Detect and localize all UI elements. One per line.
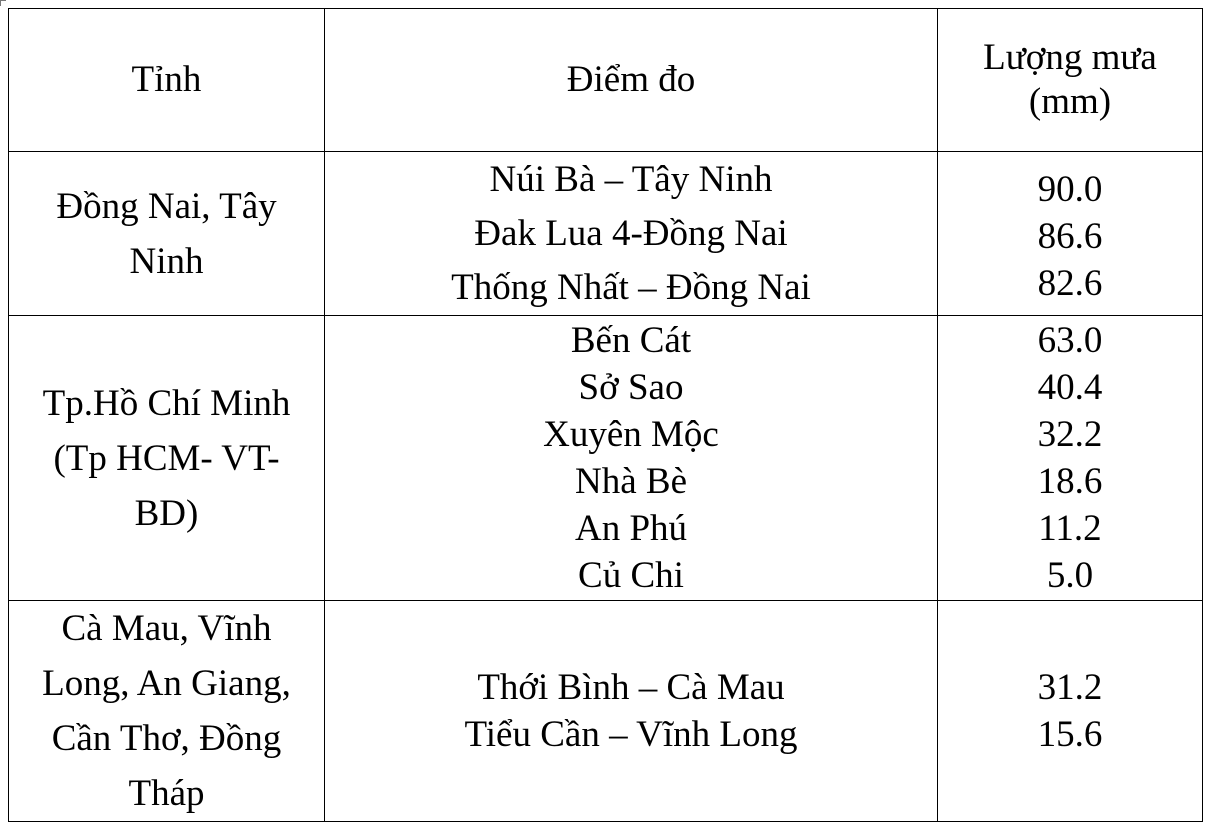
province-line: Cần Thơ, Đồng bbox=[51, 718, 282, 759]
table-row bbox=[9, 316, 1203, 601]
station-name: Sở Sao bbox=[578, 367, 684, 408]
station-cell bbox=[325, 601, 938, 822]
header-rainfall-unit: (mm) bbox=[1028, 81, 1112, 122]
rainfall-value: 86.6 bbox=[1037, 216, 1103, 257]
rainfall-value: 15.6 bbox=[1037, 714, 1103, 755]
province-line: (Tp HCM- VT- bbox=[53, 437, 280, 479]
province-cell bbox=[9, 152, 325, 316]
rainfall-value: 82.6 bbox=[1037, 263, 1103, 304]
header-province bbox=[9, 9, 325, 152]
rainfall-value: 18.6 bbox=[1037, 461, 1103, 502]
province-cell bbox=[9, 601, 325, 822]
rainfall-table bbox=[8, 8, 1203, 822]
station-name: Tiểu Cần – Vĩnh Long bbox=[464, 714, 798, 755]
rainfall-value: 32.2 bbox=[1037, 414, 1103, 455]
province-line: BD) bbox=[134, 492, 199, 534]
header-station-label: Điểm đo bbox=[566, 59, 696, 100]
table-row bbox=[9, 152, 1203, 316]
header-rainfall bbox=[938, 9, 1203, 152]
province-line: Tp.Hồ Chí Minh bbox=[42, 382, 291, 424]
station-name: Thới Bình – Cà Mau bbox=[477, 667, 785, 708]
rainfall-cell bbox=[938, 316, 1203, 601]
rainfall-value: 63.0 bbox=[1037, 320, 1103, 361]
station-name: Củ Chi bbox=[578, 555, 684, 596]
province-line: Đồng Nai, Tây bbox=[56, 185, 277, 227]
header-province-label: Tỉnh bbox=[131, 59, 202, 100]
rainfall-value: 40.4 bbox=[1037, 367, 1103, 408]
station-name: An Phú bbox=[574, 508, 688, 549]
rainfall-value: 11.2 bbox=[1038, 508, 1102, 549]
station-name: Thống Nhất – Đồng Nai bbox=[451, 266, 811, 308]
station-name: Xuyên Mộc bbox=[543, 414, 719, 455]
header-row bbox=[9, 9, 1203, 152]
province-line: Long, An Giang, bbox=[42, 663, 291, 704]
rainfall-value: 90.0 bbox=[1037, 169, 1103, 210]
rainfall-cell bbox=[938, 152, 1203, 316]
station-cell bbox=[325, 152, 938, 316]
header-station bbox=[325, 9, 938, 152]
rainfall-value: 5.0 bbox=[1046, 555, 1094, 596]
station-name: Núi Bà – Tây Ninh bbox=[489, 158, 773, 200]
corner-mark bbox=[0, 0, 6, 6]
table-row bbox=[9, 601, 1203, 822]
station-name: Nhà Bè bbox=[575, 461, 687, 502]
province-line: Tháp bbox=[128, 773, 205, 814]
province-cell bbox=[9, 316, 325, 601]
header-rainfall-label: Lượng mưa bbox=[983, 37, 1157, 78]
station-name: Bến Cát bbox=[570, 320, 692, 361]
station-cell bbox=[325, 316, 938, 601]
province-line: Ninh bbox=[129, 240, 204, 282]
rainfall-cell bbox=[938, 601, 1203, 822]
rainfall-value: 31.2 bbox=[1037, 667, 1103, 708]
station-name: Đak Lua 4-Đồng Nai bbox=[474, 212, 788, 254]
province-line: Cà Mau, Vĩnh bbox=[61, 608, 272, 649]
